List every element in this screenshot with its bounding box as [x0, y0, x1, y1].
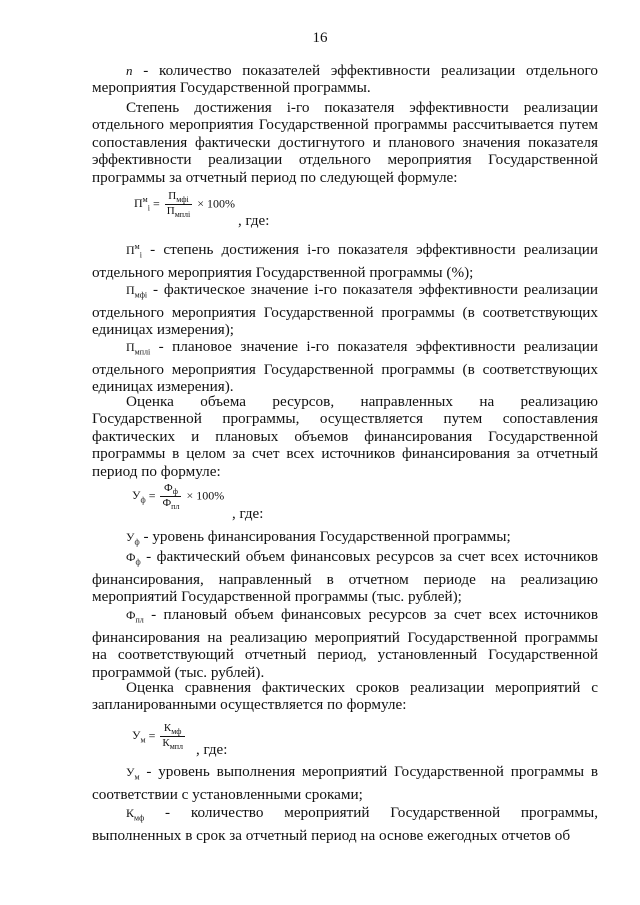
formula-where-label: , где: [196, 742, 228, 758]
formula-fraction: $\frac{П_{мфi}}{П_{мплi}}$ [166, 190, 191, 220]
definition-um: $У_м$ - уровень выполнения мероприятий Государственной программы в соответствии с установленными сроками; [92, 763, 598, 803]
definition-kmf: $К_{мф}$ - количество мероприятий Государственной программы, выполненных в срок за отчетный период на основе ежегодных отчетов об [92, 804, 598, 844]
symbol-n: n [126, 63, 133, 78]
definition-pmfi: $П_{мфi}$ - фактическое значение i-го показателя эффективности реализации отдельного мероприятия Государственной программы (в соответствующих единицах измерения); [92, 281, 598, 339]
paragraph-n-definition [92, 62, 598, 97]
formula-fraction: $\frac{Ф_ф}{Ф_{пл}}$ [162, 482, 180, 512]
paragraph-deadline-comparison: Оценка сравнения фактических сроков реализации мероприятий с запланированными осуществляется по формуле: [92, 679, 598, 714]
definition-pmpli: $П_{мплi}$ - плановое значение i-го показателя эффективности реализации отдельного мероприятия Государственной программы (в соответствующих единицах измерения). [92, 338, 598, 396]
definition-ff: $Ф_ф$ - фактический объем финансовых ресурсов за счет всех источников финансирования, направленный в отчетном периоде на реализацию мероприятий Государственной программы (тыс. рублей); [92, 548, 598, 606]
formula-fraction: $\frac{К_{мф}}{К_{мпл}}$ [162, 722, 184, 752]
paragraph-resource-volume: Оценка объема ресурсов, направленных на реализацию Государственной программы, осуществляется путем сопоставления фактических и плановых объемов финансирования Государственной программы в целом за счет всех источников финансирования за отчетный период по формуле: [92, 393, 598, 480]
paragraph-text: - количество показателей эффективности реализации отдельного мероприятия Государственной программы. [92, 62, 598, 97]
formula-where-label: , где: [238, 213, 270, 229]
formula-financing-level: $У_ф$ = $\frac{Ф_ф}{Ф_{пл}}$ × 100% [132, 482, 225, 512]
paragraph-achievement-degree: Степень достижения i-го показателя эффективности реализации отдельного мероприятия Государственной программы рассчитывается путем сопоставления фактически достигнутого и планового значения показателя эффективности реализации отдельного мероприятия Государственной программы за отчетный период по следующей формуле: [92, 99, 598, 186]
formula-lhs: $П^м_i$ [134, 195, 150, 213]
page-number: 16 [312, 30, 328, 46]
formula-implementation-level: $У_м$ = $\frac{К_{мф}}{К_{мпл}}$ [132, 722, 184, 752]
formula-indicator-achievement: $П^м_i$ = $\frac{П_{мфi}}{П_{мплi}}$ × 100% [134, 190, 236, 220]
definition-uf: $У_ф$ - уровень финансирования Государственной программы; [126, 528, 511, 547]
definition-pmi: $П^м_i$ - степень достижения i-го показателя эффективности реализации отдельного мероприятия Государственной программы (%); [92, 241, 598, 281]
definition-fpl: $Ф_{пл}$ - плановый объем финансовых ресурсов за счет всех источников финансирования на реализацию мероприятий Государственной программы на соответствующий отчетный период, установленный Государственной программой (тыс. рублей). [92, 606, 598, 681]
formula-where-label: , где: [232, 506, 264, 522]
